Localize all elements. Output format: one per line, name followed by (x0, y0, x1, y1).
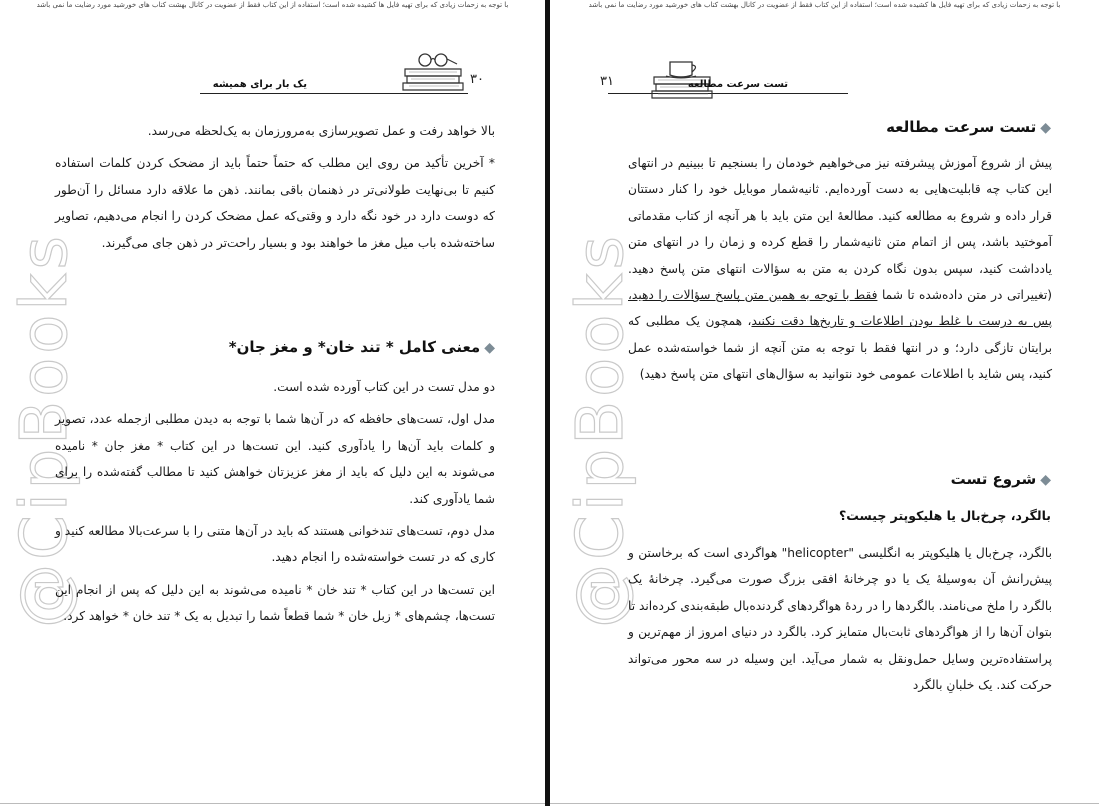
watermark-text: @CipBooks (8, 232, 82, 628)
paragraph: * آخرین تأکید من روی این مطلب که حتماً حتماً باید از مضحک کردن کلمات استفاده کنیم تا بی‌نهایت طولانی‌تر در ذهنمان باقی بمانند. ذهن ما علاقه دارد مسائل را آن‌طور که دوست دارد در خود نگه دارد و وقتی‌که عمل مضحک کردن را انجام می‌دهیم، تصاویر ساخته‌شده باب میل مغز ما خواهند بود و بسیار راحت‌تر در ذهن جای می‌گیرند. (55, 156, 495, 250)
body-text-section2 (628, 540, 1052, 704)
paragraph-text: پیش از شروع آموزش پیشرفته نیز می‌خواهیم خودمان را بسنجیم تا ببینیم در انتهای این کتاب چه قابلیت‌هایی به دست آورده‌ایم. ثانیه‌شمار موبایل خود را کنار دستتان قرار داده و شروع به مطالعه کنید. مطالعهٔ این متن باید با هر آنچه از کتاب مقدماتی آموختید باشد، پس از اتمام متن ثانیه‌شمار را قطع کرده و زمان را در انتهای متن یادداشت کنید، سپس بدون نگاه کردن به متن به سؤالات انتهای متن پاسخ دهید. (تغییراتی در متن داده‌شده تا شما (628, 156, 1052, 303)
section-title-text: شروع تست (950, 470, 1037, 488)
page-header-right (608, 52, 858, 100)
books-glasses-icon (397, 50, 469, 94)
diamond-bullet-icon: ◆ (484, 340, 495, 356)
section-title (886, 118, 1051, 136)
diamond-bullet-icon: ◆ (1040, 472, 1051, 488)
section-title-text: تست سرعت مطالعه (886, 118, 1037, 136)
paragraph-text: ، همچون یک مطلبی که برایتان تازگی دارد؛ و در انتها فقط با توجه به متن آنچه از شما خواسته‌شده عمل کنید، پس شاید با اطلاعات عمومی خود نتوانید به سؤال‌های انتهای متن پاسخ دهید) (628, 314, 1052, 382)
paragraph: این تست‌ها در این کتاب * تند خان * نامیده می‌شوند به این دلیل که پس از انجام این تست‌ها، چشم‌های * زبل خان * شما قطعاً شما را تبدیل به یک * تند خان * خواهد کرد. (55, 582, 495, 624)
page-number: ۳۱ (600, 74, 614, 89)
section-title (951, 470, 1051, 488)
body-text-section1 (628, 150, 1052, 394)
page-number: ۳۰ (470, 72, 484, 87)
section-title (229, 338, 495, 356)
page-bottom-edge (550, 803, 1099, 804)
subtitle: بالگرد، چرخ‌بال یا هلیکوپتر چیست؟ (839, 508, 1051, 523)
paragraph: دو مدل تست در این کتاب آورده شده است. (273, 380, 495, 394)
header-title: یک بار برای همیشه (212, 79, 307, 90)
paragraph (628, 150, 1052, 388)
body-text-top (55, 118, 495, 262)
watermark-text: @CipBooks (564, 232, 638, 628)
top-notice-right: با توجه به زحمات زیادی که برای تهیه فایل ها کشیده شده است؛ استفاده از این کتاب فقط از عضویت در کانال بهشت کتاب های خورشید مورد رضایت ما نمی باشد (588, 1, 1061, 9)
body-text-bottom (55, 374, 495, 636)
books-cup-icon (648, 50, 718, 102)
header-rule (608, 93, 848, 94)
paragraph: مدل اول، تست‌های حافظه که در آن‌ها شما با توجه به دیدن مطلبی ازجمله عدد، تصویر و کلمات باید آن‌ها را یادآوری کنید. این تست‌ها در این کتاب * مغز جان * نامیده می‌شوند به این دلیل که باید از مغز عزیزتان خواهش کنید تا مطالب گفته‌شده را برای شما یادآوری کند. (55, 412, 495, 506)
paragraph: مدل دوم، تست‌های تندخوانی هستند که باید در آن‌ها متنی را با سرعت‌بالا مطالعه کنید و کاری که در تست خواسته‌شده را انجام دهید. (55, 524, 495, 565)
header-title: تست سرعت مطالعه (687, 79, 788, 90)
page-header-left (200, 52, 490, 100)
book-page-left (0, 0, 545, 806)
book-page-right (550, 0, 1099, 806)
section-title-text: معنی کامل * تند خان* و مغز جان* (228, 338, 481, 356)
paragraph: بالگرد، چرخ‌بال یا هلیکوپتر به انگلیسی "helicopter" هواگردی است که برخاستن و پیش‌رانش آن به‌وسیلهٔ یک یا دو چرخانهٔ افقی بزرگ صورت می‌گیرد. چرخانهٔ یک بالگرد را ملخ می‌نامند. بالگردها را در ردهٔ هواگردهای گردنده‌بال طبقه‌بندی کرده‌اند تا بتوان آن‌ها را از هواگردهای ثابت‌بال متمایز کرد. بالگرد در دنیای امروز از مهم‌ترین و پراستفاده‌ترین وسایل حمل‌ونقل به شمار می‌آید. این وسیله در سه محور می‌تواند حرکت کند. یک خلبانِ بالگرد (628, 546, 1052, 693)
page-bottom-edge (0, 803, 545, 804)
underlined-text: فقط با توجه به همین متن پاسخ سؤالات را دهید، پس به درست یا غلط بودن اطلاعات و تاریخ‌ها دقت نکنید (628, 288, 1052, 329)
diamond-bullet-icon: ◆ (1040, 120, 1051, 136)
top-notice-left: با توجه به زحمات زیادی که برای تهیه فایل ها کشیده شده است؛ استفاده از این کتاب فقط از عضویت در کانال بهشت کتاب های خورشید مورد رضایت ما نمی باشد (36, 1, 509, 9)
paragraph: بالا خواهد رفت و عمل تصویرسازی به‌مرورزمان به یک‌لحظه می‌رسد. (147, 124, 495, 138)
